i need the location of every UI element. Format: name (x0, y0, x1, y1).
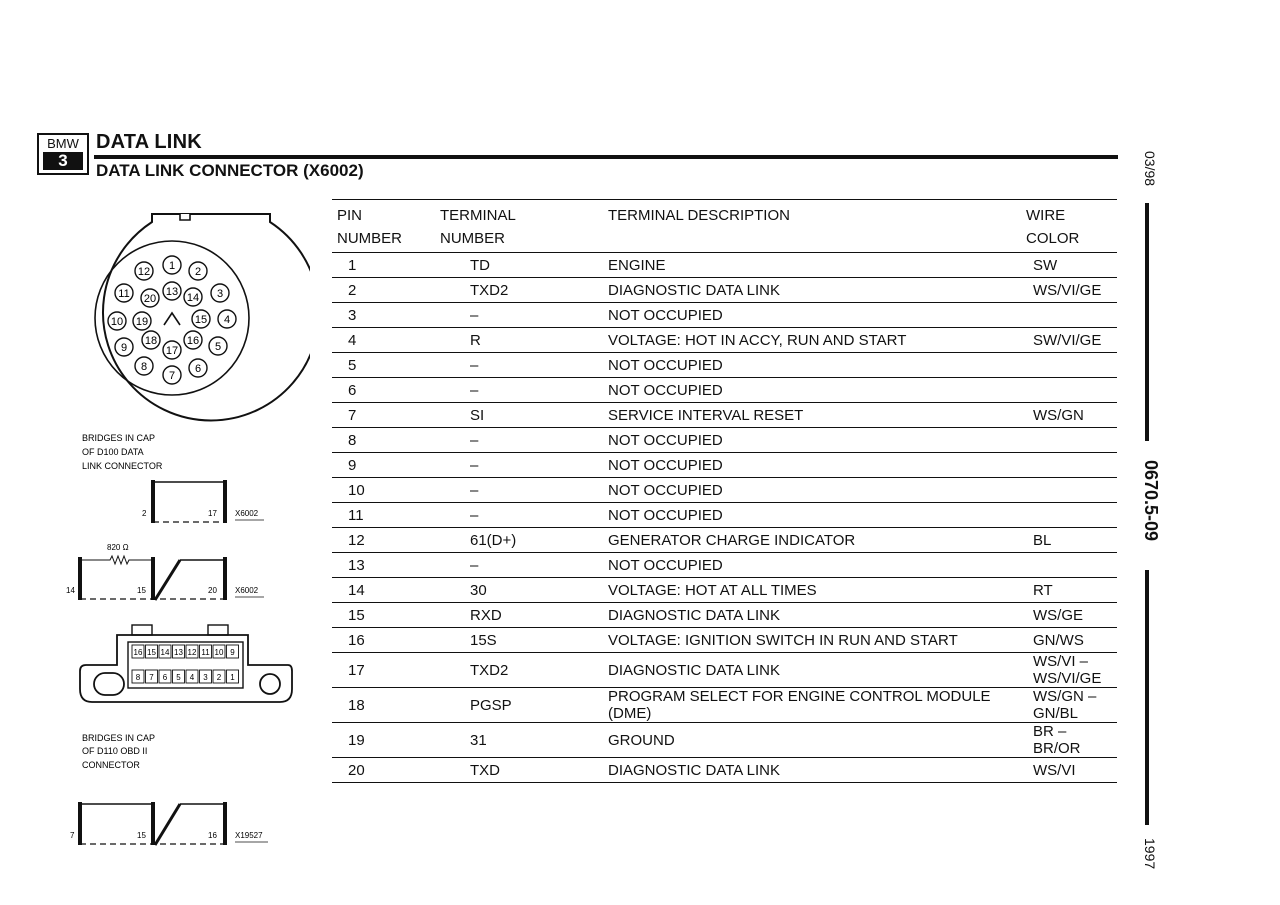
wire-color-cell: WS/VI – WS/VI/GE (1026, 653, 1117, 688)
obd-pin-label: 1 (230, 673, 235, 682)
wire-color-cell: SW/VI/GE (1026, 328, 1117, 353)
terminal-description-cell: GROUND (608, 723, 1026, 758)
wire-color-cell: WS/VI/GE (1026, 278, 1117, 303)
obd-pin-label: 3 (203, 673, 208, 682)
terminal-number-cell: 15S (440, 628, 608, 653)
round-pin-label: 9 (120, 342, 128, 354)
terminal-number-cell: SI (440, 403, 608, 428)
round-pin-label: 17 (165, 345, 179, 357)
table-row (332, 428, 1117, 453)
col-header-description: TERMINAL DESCRIPTION (608, 200, 1026, 253)
table-row (332, 278, 1117, 303)
wire-color-cell: BR – BR/OR (1026, 723, 1117, 758)
obd-pin-label: 9 (230, 648, 235, 657)
obd-pin-label: 12 (187, 648, 197, 657)
terminal-description-cell: VOLTAGE: HOT IN ACCY, RUN AND START (608, 328, 1026, 353)
table-row (332, 253, 1117, 278)
round-pin-label: 18 (144, 335, 158, 347)
wire-color-cell: SW (1026, 253, 1117, 278)
revision-date: 03/98 (1142, 151, 1158, 187)
pin-number-cell: 15 (332, 603, 440, 628)
wire-color-cell: WS/GN – GN/BL (1026, 688, 1117, 723)
table-row (332, 578, 1117, 603)
resistor-value: 820 Ω (107, 543, 129, 552)
pin-number-cell: 18 (332, 688, 440, 723)
wire-color-cell (1026, 553, 1117, 578)
bridge-7-15-16 (70, 802, 268, 845)
pin-number-cell: 16 (332, 628, 440, 653)
logo-series: 3 (43, 152, 83, 170)
table-row (332, 758, 1117, 783)
terminal-number-cell: TXD (440, 758, 608, 783)
table-row (332, 478, 1117, 503)
bridge3-mid-pin: 15 (137, 831, 146, 840)
obd-pin-label: 16 (133, 648, 143, 657)
terminal-number-cell: – (440, 428, 608, 453)
pin-number-cell: 1 (332, 253, 440, 278)
bridge3-right-pin: 16 (208, 831, 217, 840)
d110-caption-line-2: OF D110 OBD II (82, 746, 148, 756)
col-header-wire-color: WIRE COLOR (1026, 200, 1117, 253)
table-row (332, 453, 1117, 478)
bridge-2-17 (142, 480, 264, 523)
pin-number-cell: 10 (332, 478, 440, 503)
d110-caption-line-1: BRIDGES IN CAP (82, 733, 156, 743)
terminal-number-cell: – (440, 478, 608, 503)
round-pin-label: 1 (168, 260, 176, 272)
side-rule-bottom (1145, 570, 1149, 825)
connector-diagrams (40, 205, 310, 870)
document-number: 0670.5-09 (1141, 460, 1161, 542)
terminal-description-cell: ENGINE (608, 253, 1026, 278)
terminal-description-cell: VOLTAGE: IGNITION SWITCH IN RUN AND START (608, 628, 1026, 653)
terminal-number-cell: RXD (440, 603, 608, 628)
d100-caption-line-1: BRIDGES IN CAP (82, 433, 156, 443)
terminal-number-cell: – (440, 553, 608, 578)
table-row (332, 723, 1117, 758)
wire-color-cell: WS/GN (1026, 403, 1117, 428)
terminal-number-cell: – (440, 453, 608, 478)
pin-number-cell: 13 (332, 553, 440, 578)
pin-number-cell: 19 (332, 723, 440, 758)
d110-caption-line-3: CONNECTOR (82, 760, 140, 770)
table-row (332, 688, 1117, 723)
pin-number-cell: 3 (332, 303, 440, 328)
round-pin-label: 16 (186, 335, 200, 347)
round-pin-label: 5 (214, 341, 222, 353)
wire-color-cell (1026, 378, 1117, 403)
terminal-description-cell: NOT OCCUPIED (608, 378, 1026, 403)
obd-pin-label: 6 (162, 673, 168, 682)
obd-pin-label: 15 (147, 648, 156, 657)
col-header-terminal: TERMINAL NUMBER (440, 200, 608, 253)
pin-number-cell: 9 (332, 453, 440, 478)
round-pin-label: 19 (135, 316, 149, 328)
round-pin-label: 11 (118, 288, 130, 300)
bridge-14-15-20 (66, 543, 264, 600)
round-pin-label: 4 (223, 314, 231, 326)
obd-pin-label: 4 (189, 673, 195, 682)
round-pin-label: 15 (194, 314, 208, 326)
terminal-description-cell: NOT OCCUPIED (608, 503, 1026, 528)
obd-pin-label: 7 (149, 673, 154, 682)
round-pin-label: 13 (165, 286, 179, 298)
bridge3-left-pin: 7 (70, 831, 75, 840)
obd-pin-label: 8 (135, 673, 141, 682)
round-pin-label: 7 (168, 370, 176, 382)
d100-caption-line-2: OF D100 DATA (82, 447, 144, 457)
pin-number-cell: 5 (332, 353, 440, 378)
pin-number-cell: 11 (332, 503, 440, 528)
wire-color-cell (1026, 303, 1117, 328)
pin-number-cell: 2 (332, 278, 440, 303)
pin-number-cell: 14 (332, 578, 440, 603)
side-rule-top (1145, 203, 1149, 441)
bridge2-left-pin: 14 (66, 586, 75, 595)
obd-pin-label: 11 (201, 648, 210, 657)
round-pin-label: 3 (216, 288, 224, 300)
terminal-description-cell: NOT OCCUPIED (608, 428, 1026, 453)
round-pin-label: 20 (143, 293, 157, 305)
model-year: 1997 (1142, 838, 1158, 870)
wire-color-cell (1026, 428, 1117, 453)
pin-number-cell: 6 (332, 378, 440, 403)
round-pin-label: 2 (194, 266, 202, 278)
table-row (332, 328, 1117, 353)
terminal-number-cell: R (440, 328, 608, 353)
table-row (332, 653, 1117, 688)
wire-color-cell: WS/VI (1026, 758, 1117, 783)
terminal-description-cell: NOT OCCUPIED (608, 353, 1026, 378)
bridge2-mid-pin: 15 (137, 586, 146, 595)
obd-pin-label: 10 (214, 648, 224, 657)
bridge2-right-pin: 20 (208, 586, 217, 595)
bridge1-left-pin: 2 (142, 509, 147, 518)
wire-color-cell: GN/WS (1026, 628, 1117, 653)
terminal-description-cell: NOT OCCUPIED (608, 303, 1026, 328)
pin-number-cell: 20 (332, 758, 440, 783)
wire-color-cell (1026, 353, 1117, 378)
terminal-number-cell: – (440, 303, 608, 328)
terminal-number-cell: TXD2 (440, 278, 608, 303)
pin-number-cell: 4 (332, 328, 440, 353)
terminal-description-cell: NOT OCCUPIED (608, 478, 1026, 503)
wire-color-cell (1026, 503, 1117, 528)
round-pin-label: 6 (194, 363, 202, 375)
table-row (332, 353, 1117, 378)
wire-color-cell: WS/GE (1026, 603, 1117, 628)
obd-pin-label: 14 (160, 648, 170, 657)
terminal-number-cell: PGSP (440, 688, 608, 723)
table-row (332, 628, 1117, 653)
table-row (332, 553, 1117, 578)
wire-color-cell (1026, 478, 1117, 503)
key-notch-icon (164, 313, 180, 325)
terminal-description-cell: SERVICE INTERVAL RESET (608, 403, 1026, 428)
page-subtitle: DATA LINK CONNECTOR (X6002) (96, 161, 364, 180)
terminal-number-cell: 61(D+) (440, 528, 608, 553)
wire-color-cell (1026, 453, 1117, 478)
obd-pin-label: 13 (174, 648, 183, 657)
bridge1-ref: X6002 (235, 509, 259, 518)
terminal-description-cell: GENERATOR CHARGE INDICATOR (608, 528, 1026, 553)
round-connector (95, 214, 310, 420)
bridge1-right-pin: 17 (208, 509, 217, 518)
bridge2-ref: X6002 (235, 586, 259, 595)
terminal-description-cell: NOT OCCUPIED (608, 553, 1026, 578)
d100-caption-line-3: LINK CONNECTOR (82, 461, 163, 471)
pin-assignment-table (332, 199, 1117, 783)
terminal-description-cell: DIAGNOSTIC DATA LINK (608, 603, 1026, 628)
wire-color-cell: BL (1026, 528, 1117, 553)
terminal-description-cell: DIAGNOSTIC DATA LINK (608, 758, 1026, 783)
pin-number-cell: 12 (332, 528, 440, 553)
terminal-description-cell: VOLTAGE: HOT AT ALL TIMES (608, 578, 1026, 603)
wire-color-cell: RT (1026, 578, 1117, 603)
obd-pin-label: 2 (216, 673, 222, 682)
header-rule (94, 155, 1118, 159)
terminal-number-cell: TXD2 (440, 653, 608, 688)
terminal-number-cell: 30 (440, 578, 608, 603)
terminal-number-cell: – (440, 378, 608, 403)
col-header-pin: PIN NUMBER (332, 200, 440, 253)
terminal-number-cell: 31 (440, 723, 608, 758)
page-title: DATA LINK (96, 131, 202, 153)
terminal-description-cell: NOT OCCUPIED (608, 453, 1026, 478)
terminal-number-cell: TD (440, 253, 608, 278)
bridge3-ref: X19527 (235, 831, 263, 840)
pin-number-cell: 7 (332, 403, 440, 428)
obd2-connector (80, 625, 292, 702)
table-row (332, 403, 1117, 428)
table-row (332, 528, 1117, 553)
pin-number-cell: 8 (332, 428, 440, 453)
terminal-description-cell: DIAGNOSTIC DATA LINK (608, 278, 1026, 303)
terminal-description-cell: PROGRAM SELECT FOR ENGINE CONTROL MODULE (DME) (608, 688, 1026, 723)
table-row (332, 378, 1117, 403)
pin-number-cell: 17 (332, 653, 440, 688)
table-row (332, 603, 1117, 628)
round-pin-label: 14 (186, 292, 200, 304)
terminal-number-cell: – (440, 503, 608, 528)
round-pin-label: 8 (140, 361, 148, 373)
table-row (332, 503, 1117, 528)
terminal-number-cell: – (440, 353, 608, 378)
terminal-description-cell: DIAGNOSTIC DATA LINK (608, 653, 1026, 688)
obd-pin-label: 5 (176, 673, 181, 682)
table-row (332, 303, 1117, 328)
round-pin-label: 10 (110, 316, 124, 328)
logo-text: BMW (47, 136, 79, 151)
bmw-3-logo (37, 133, 89, 175)
round-pin-label: 12 (137, 266, 151, 278)
table-header-row (332, 200, 1117, 253)
